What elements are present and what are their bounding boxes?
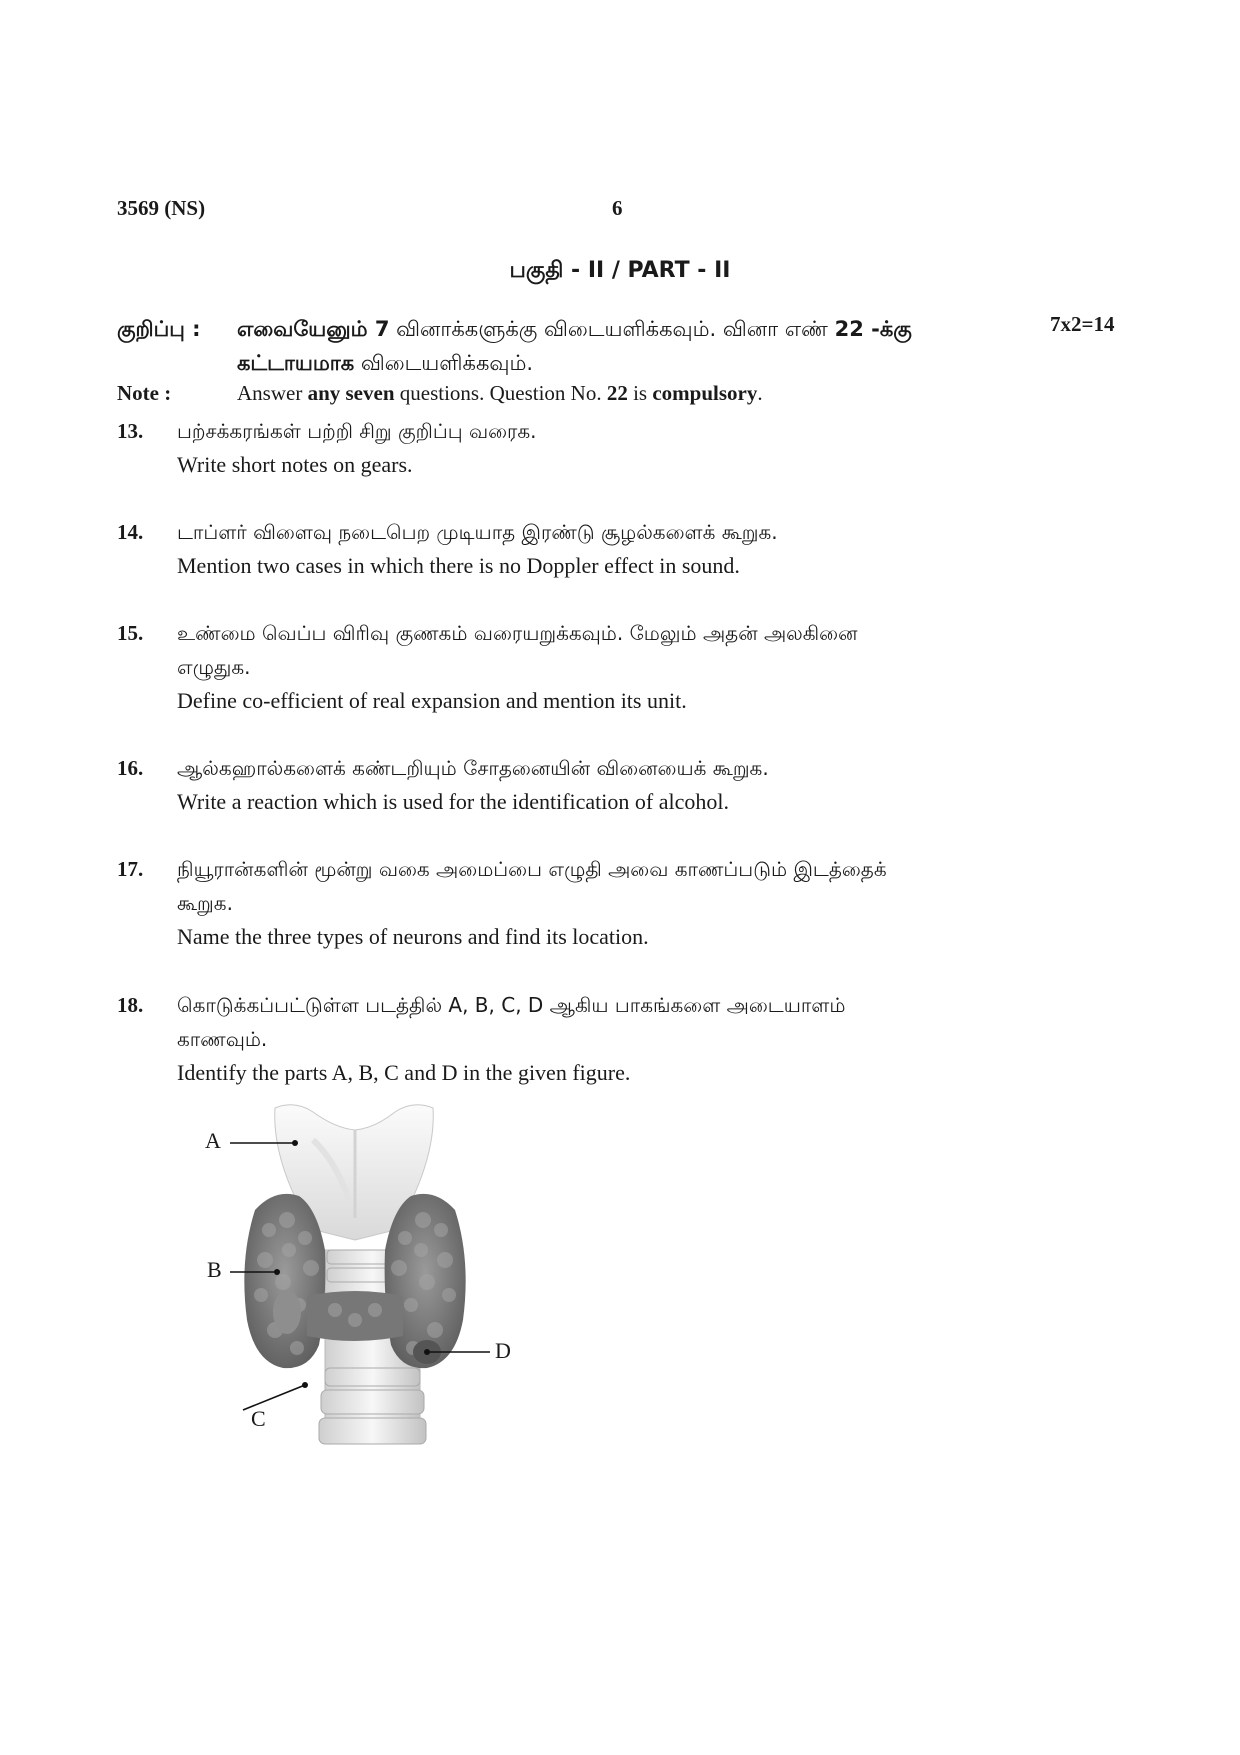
question-15 (117, 616, 1097, 720)
paper-code: 3569 (NS) (117, 196, 206, 220)
question-tamil: பற்சக்கரங்கள் பற்றி சிறு குறிப்பு வரைக. (177, 419, 537, 443)
question-16 (117, 751, 1097, 821)
question-english: Define co-efficient of real expansion and mention its unit. (177, 688, 687, 713)
note-english-label: Note : (117, 381, 172, 405)
question-17 (117, 852, 1097, 956)
note-tamil-label: குறிப்பு : (117, 317, 201, 341)
page-number: 6 (612, 196, 623, 220)
note-tamil-text1: வினாக்களுக்கு விடையளிக்கவும். வினா எண் (389, 317, 835, 341)
question-tamil: டாப்ளர் விளைவு நடைபெற முடியாத இரண்டு சூழல்களைக் கூறுக. (177, 520, 778, 544)
question-tamil: எழுதுக. (177, 655, 251, 679)
question-english: Write a reaction which is used for the identification of alcohol. (177, 789, 729, 814)
question-number: 15. (117, 621, 144, 645)
note-english-bold1: any seven (307, 381, 395, 405)
label-c: C (251, 1406, 266, 1431)
marks-allocation: 7x2=14 (1050, 312, 1115, 336)
note-english-text2: questions. Question No. (394, 381, 607, 405)
question-18 (117, 988, 1097, 1092)
note-tamil (117, 312, 1047, 380)
note-english-text4: . (757, 381, 763, 405)
question-number: 18. (117, 993, 144, 1017)
note-tamil-body (237, 312, 1027, 380)
label-d: D (495, 1338, 511, 1363)
note-english-text3: is (627, 381, 653, 405)
question-tamil: கூறுக. (177, 891, 233, 915)
note-tamil-bold2: 22 -க்கு (834, 317, 912, 341)
question-number: 13. (117, 419, 144, 443)
label-a: A (205, 1128, 221, 1153)
note-english-bold3: compulsory (652, 381, 758, 405)
question-number: 14. (117, 520, 144, 544)
note-tamil-bold1: எவையேனும் 7 (237, 317, 390, 341)
question-english: Write short notes on gears. (177, 452, 413, 477)
note-english-bold2: 22 (606, 381, 628, 405)
note-english-text1: Answer (237, 381, 308, 405)
question-tamil: உண்மை வெப்ப விரிவு குணகம் வரையறுக்கவும். மேலும் அதன் அலகினை (177, 621, 858, 645)
question-tamil: நியூரான்களின் மூன்று வகை அமைப்பை எழுதி அவை காணப்படும் இடத்தைக் (177, 857, 887, 881)
question-english: Name the three types of neurons and find its location. (177, 924, 649, 949)
thyroid-illustration (195, 1100, 535, 1450)
label-b: B (207, 1257, 222, 1282)
question-14 (117, 515, 1097, 585)
question-number: 17. (117, 857, 144, 881)
note-english (117, 376, 1047, 410)
question-tamil: ஆல்கஹால்களைக் கண்டறியும் சோதனையின் வினையைக் கூறுக. (177, 756, 769, 780)
part-title: பகுதி - II / PART - II (509, 258, 731, 283)
question-tamil: காணவும். (177, 1027, 268, 1051)
question-number: 16. (117, 756, 144, 780)
note-english-body (237, 376, 1027, 410)
note-tamil-text2: விடையளிக்கவும். (354, 351, 534, 375)
question-13 (117, 414, 1097, 484)
note-tamil-bold3: கட்டாயமாக (237, 351, 355, 375)
question-english: Mention two cases in which there is no Doppler effect in sound. (177, 553, 740, 578)
question-tamil: கொடுக்கப்பட்டுள்ள படத்தில் A, B, C, D ஆகிய பாகங்களை அடையாளம் (177, 993, 846, 1017)
question-english: Identify the parts A, B, C and D in the given figure. (177, 1060, 631, 1085)
thyroid-figure (195, 1100, 535, 1450)
